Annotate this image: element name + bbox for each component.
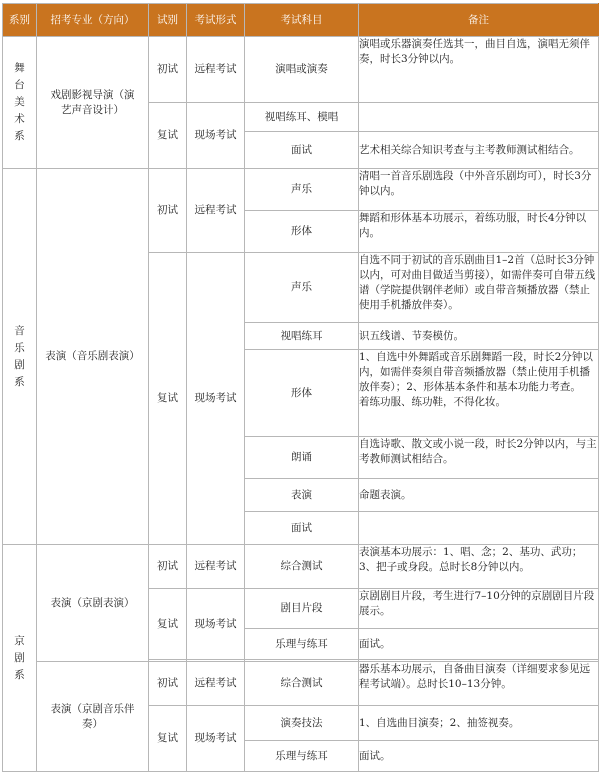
- major-cell: 表演（京剧音乐伴奏）: [37, 662, 149, 772]
- subject-cell: 表演: [245, 479, 359, 512]
- major-cell: 表演（音乐剧表演）: [37, 169, 149, 545]
- header-note: 备注: [359, 4, 599, 37]
- table-header-row: [3, 4, 599, 37]
- subject-cell: 演唱或演奏: [245, 37, 359, 103]
- table-row: [3, 37, 599, 103]
- subject-cell: 面试: [245, 132, 359, 169]
- format-cell: 远程考试: [187, 662, 245, 706]
- header-major: 招考专业（方向）: [37, 4, 149, 37]
- subject-cell: 形体: [245, 211, 359, 253]
- format-cell: 远程考试: [187, 37, 245, 103]
- note-cell: 清唱一首音乐剧选段（中外音乐剧均可），时长3分钟以内。: [359, 169, 599, 211]
- dept-cell: 京剧系: [3, 545, 37, 772]
- note-cell: 自选不同于初试的音乐剧曲目1–2首（总时长3分钟以内，可对曲目做适当剪接），如需伴奏可自带五线谱（学院提供钢伴老师）或自带音频播放器（禁止使用手机播放伴奏）。: [359, 253, 599, 323]
- subject-cell: 声乐: [245, 169, 359, 211]
- format-cell: 现场考试: [187, 253, 245, 545]
- subject-cell: 视唱练耳、模唱: [245, 103, 359, 132]
- subject-cell: 演奏技法: [245, 706, 359, 741]
- subject-cell: 朗诵: [245, 437, 359, 479]
- note-cell: [359, 103, 599, 132]
- note-cell: 自选诗歌、散文或小说一段，时长2分钟以内，与主考教师测试相结合。: [359, 437, 599, 479]
- note-cell: 京剧剧目片段，考生进行7–10分钟的京剧剧目片段展示。: [359, 589, 599, 629]
- round-cell: 复试: [149, 589, 187, 660]
- subject-cell: 声乐: [245, 253, 359, 323]
- round-cell: 复试: [149, 253, 187, 545]
- round-cell: 初试: [149, 37, 187, 103]
- note-cell: 命题表演。: [359, 479, 599, 512]
- subject-cell: 视唱练耳: [245, 323, 359, 350]
- header-round: 试别: [149, 4, 187, 37]
- note-cell: 1、自选曲目演奏；2、抽签视奏。: [359, 706, 599, 741]
- header-dept: 系别: [3, 4, 37, 37]
- round-cell: 初试: [149, 545, 187, 589]
- subject-cell: 形体: [245, 350, 359, 437]
- table-row: [3, 545, 599, 589]
- note-cell: 1、自选中外舞蹈或音乐剧舞蹈一段，时长2分钟以内，如需伴奏须自带音频播放器（禁止使用手机播放伴奏）；2、形体基本条件和基本功能力考查。 着练功服、练功鞋，不得化妆。: [359, 350, 599, 437]
- table-row: [3, 662, 599, 706]
- format-cell: 现场考试: [187, 103, 245, 169]
- dept-cell: 音乐剧系: [3, 169, 37, 545]
- header-subject: 考试科目: [245, 4, 359, 37]
- table-row: [3, 169, 599, 211]
- major-cell: 表演（京剧表演）: [37, 545, 149, 662]
- subject-cell: 剧目片段: [245, 589, 359, 629]
- format-cell: 远程考试: [187, 545, 245, 589]
- subject-cell: 乐理与练耳: [245, 629, 359, 660]
- note-cell: 器乐基本功展示，自备曲目演奏（详细要求参见远程考试端）。总时长10–13分钟。: [359, 662, 599, 706]
- note-cell: 舞蹈和形体基本功展示，着练功服，时长4分钟以内。: [359, 211, 599, 253]
- note-cell: 识五线谱、节奏模仿。: [359, 323, 599, 350]
- note-cell: 表演基本功展示：1、唱、念；2、基功、武功；3、把子或身段。总时长8分钟以内。: [359, 545, 599, 589]
- subject-cell: 面试: [245, 512, 359, 545]
- round-cell: 初试: [149, 662, 187, 706]
- format-cell: 远程考试: [187, 169, 245, 253]
- note-cell: [359, 512, 599, 545]
- round-cell: 初试: [149, 169, 187, 253]
- subject-cell: 综合测试: [245, 662, 359, 706]
- header-format: 考试形式: [187, 4, 245, 37]
- note-cell: 艺术相关综合知识考查与主考教师测试相结合。: [359, 132, 599, 169]
- subject-cell: 综合测试: [245, 545, 359, 589]
- note-cell: 演唱或乐器演奏任选其一，曲目自选，演唱无须伴奏，时长3分钟以内。: [359, 37, 599, 103]
- dept-cell: 舞台美术系: [3, 37, 37, 169]
- round-cell: 复试: [149, 103, 187, 169]
- major-cell: 戏剧影视导演（演艺声音设计）: [37, 37, 149, 169]
- note-cell: 面试。: [359, 629, 599, 660]
- exam-table: [2, 3, 599, 772]
- subject-cell: 乐理与练耳: [245, 741, 359, 772]
- note-cell: 面试。: [359, 741, 599, 772]
- format-cell: 现场考试: [187, 706, 245, 772]
- round-cell: 复试: [149, 706, 187, 772]
- format-cell: 现场考试: [187, 589, 245, 660]
